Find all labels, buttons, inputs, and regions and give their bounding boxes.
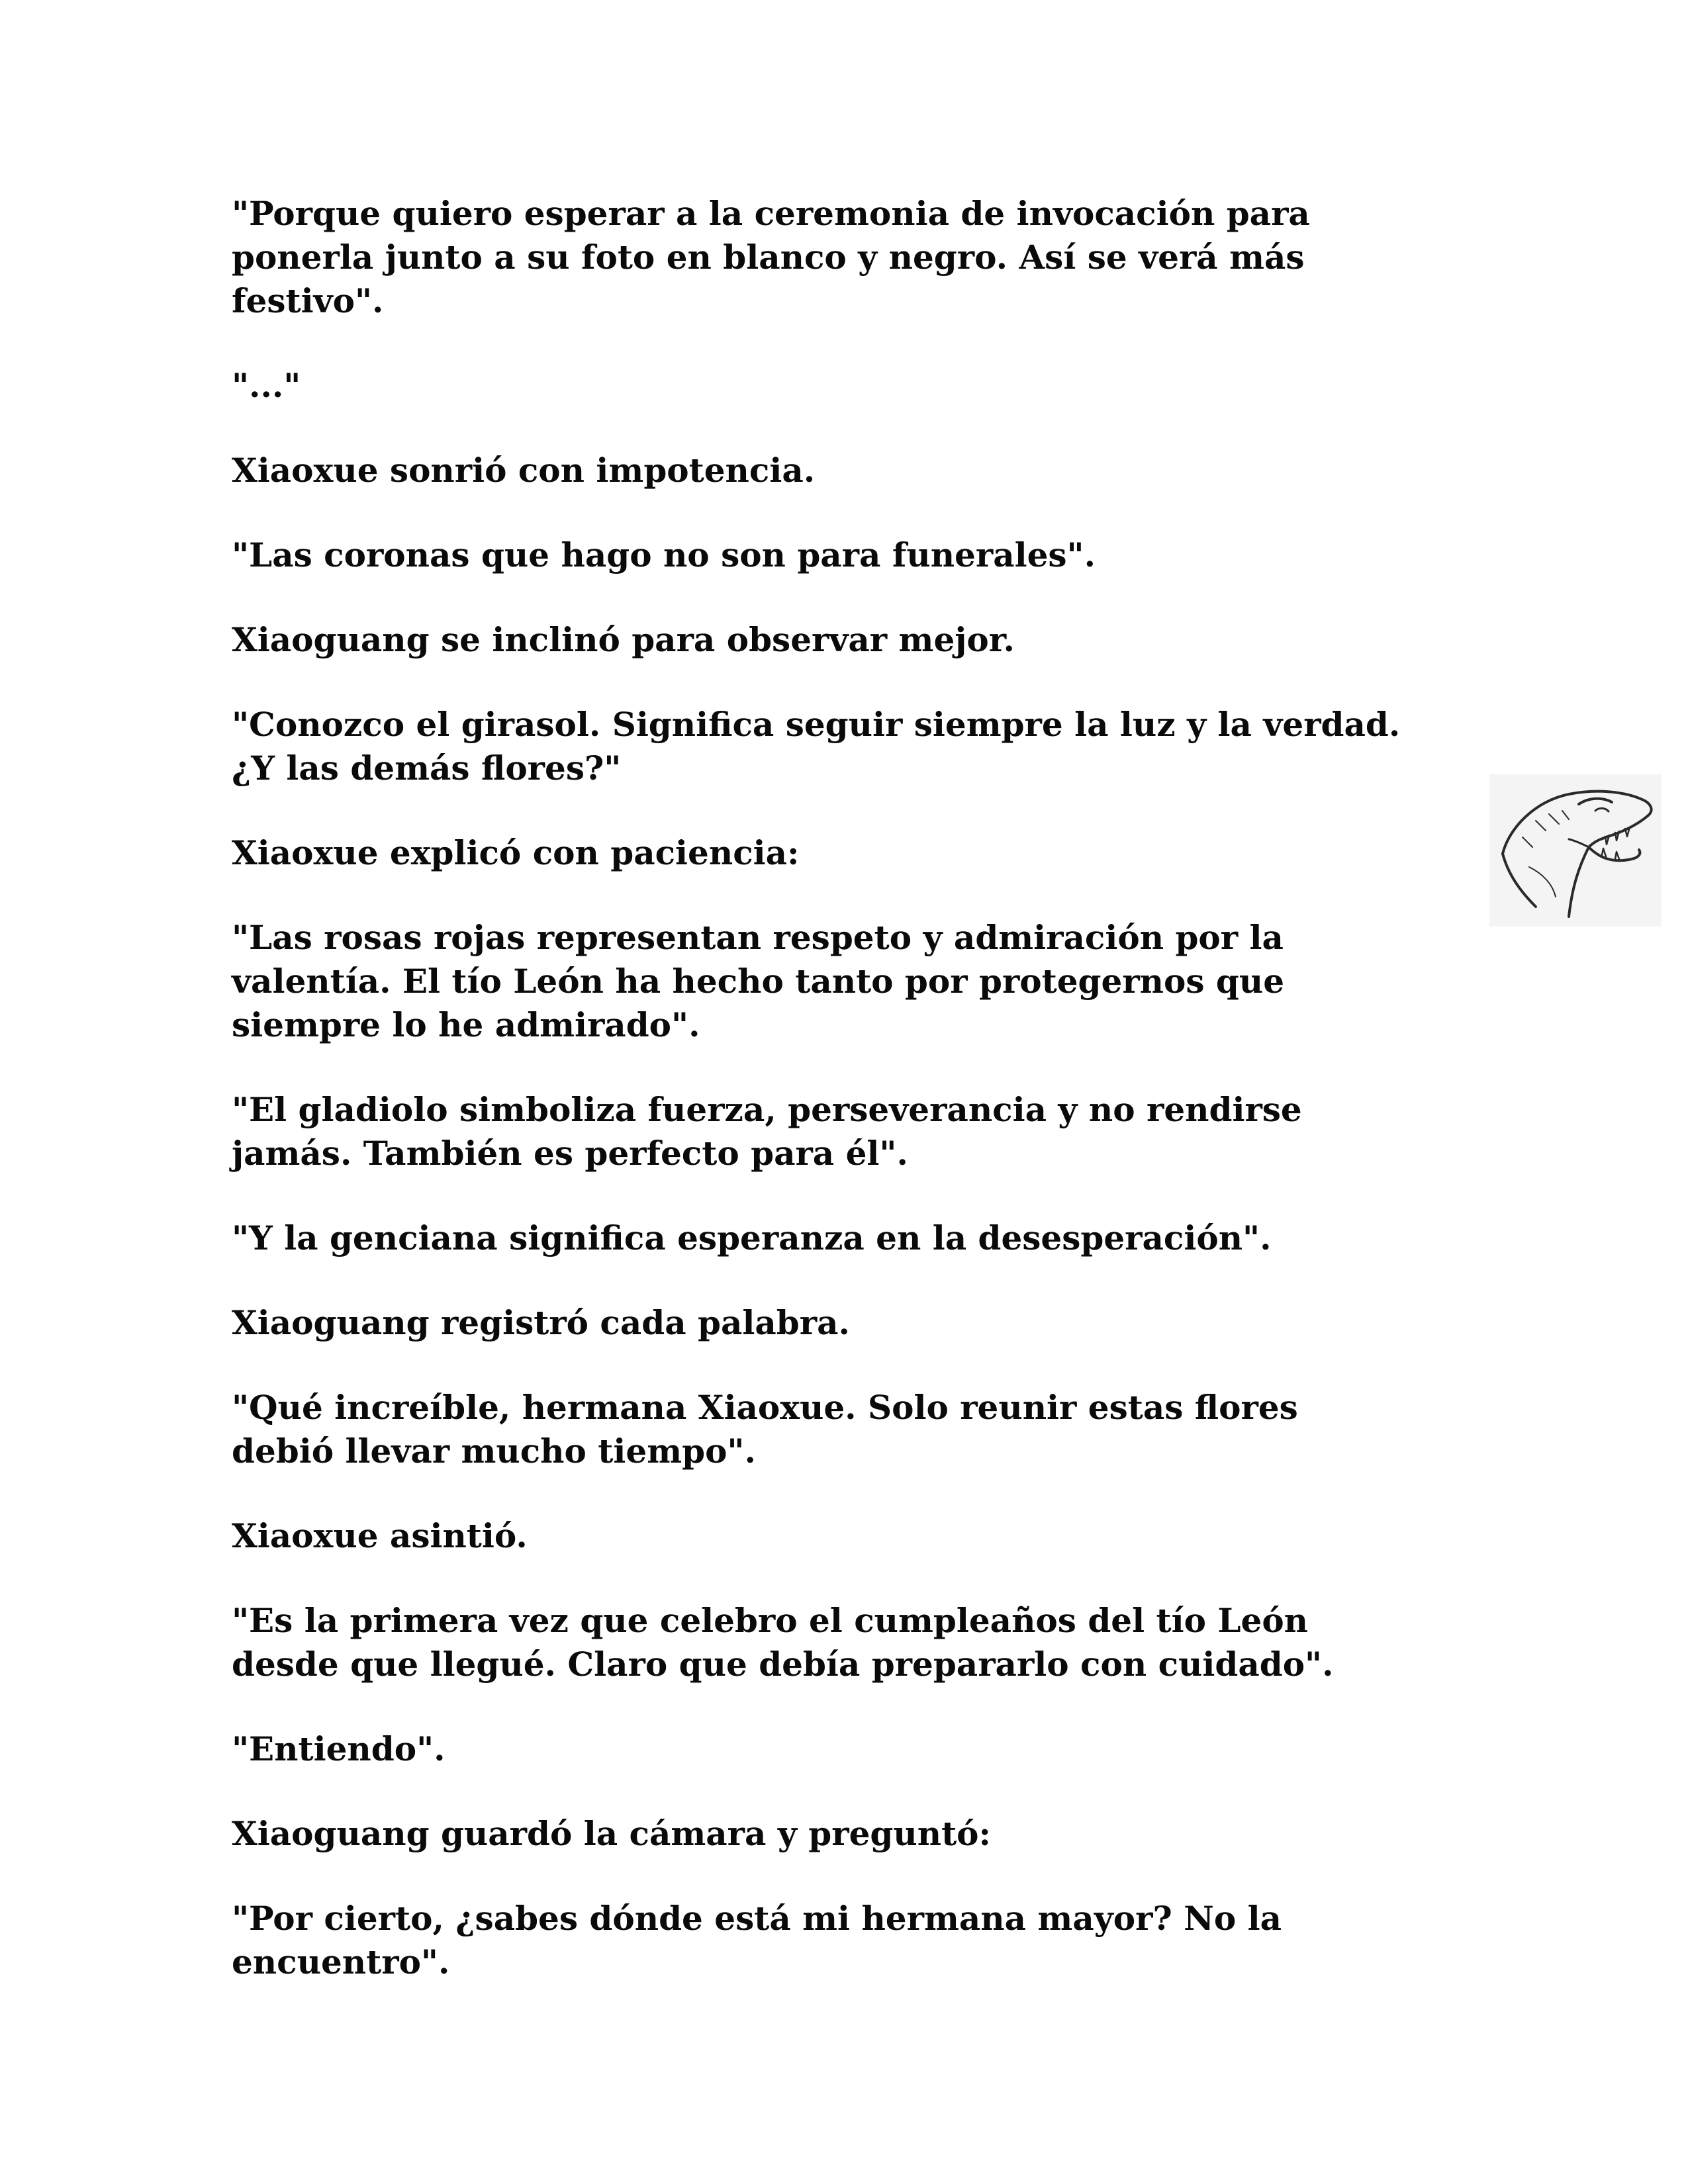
- paragraph: "Qué increíble, hermana Xiaoxue. Solo reunir estas flores debió llevar mucho tiempo".: [232, 1388, 1298, 1471]
- paragraph: "Las rosas rojas representan respeto y admiración por la valentía. El tío León ha hecho tanto por protegernos que siempre lo he admirado".: [232, 918, 1285, 1044]
- paragraph: "Por cierto, ¿sabes dónde está mi hermana mayor? No la encuentro".: [232, 1899, 1282, 1981]
- paragraph: Xiaoxue asintió.: [232, 1516, 528, 1555]
- paragraph: Xiaoxue sonrió con impotencia.: [232, 451, 816, 490]
- paragraph: Xiaoguang guardó la cámara y preguntó:: [232, 1814, 991, 1853]
- paragraph: Xiaoguang registró cada palabra.: [232, 1303, 850, 1342]
- paragraph: "Y la genciana significa esperanza en la desesperación".: [232, 1218, 1272, 1257]
- paragraph: "El gladiolo simboliza fuerza, perseverancia y no rendirse jamás. También es perfecto para él".: [232, 1090, 1302, 1173]
- paragraph: Xiaoxue explicó con paciencia:: [232, 833, 800, 872]
- paragraph: "Las coronas que hago no son para funerales".: [232, 535, 1096, 574]
- paragraph: "Porque quiero esperar a la ceremonia de invocación para ponerla junto a su foto en blanco y negro. Así se verá más festivo".: [232, 194, 1310, 320]
- paragraph: "Es la primera vez que celebro el cumpleaños del tío León desde que llegué. Claro que debía prepararlo con cuidado".: [232, 1601, 1334, 1684]
- paragraph: "Entiendo".: [232, 1729, 445, 1768]
- text-body: [232, 192, 1489, 2025]
- paragraph: "Conozco el girasol. Significa seguir siempre la luz y la verdad. ¿Y las demás flores?": [232, 705, 1401, 788]
- paragraph: "...": [232, 366, 301, 405]
- dinosaur-head-sketch-icon: [1489, 774, 1662, 927]
- paragraph: Xiaoguang se inclinó para observar mejor.: [232, 620, 1015, 659]
